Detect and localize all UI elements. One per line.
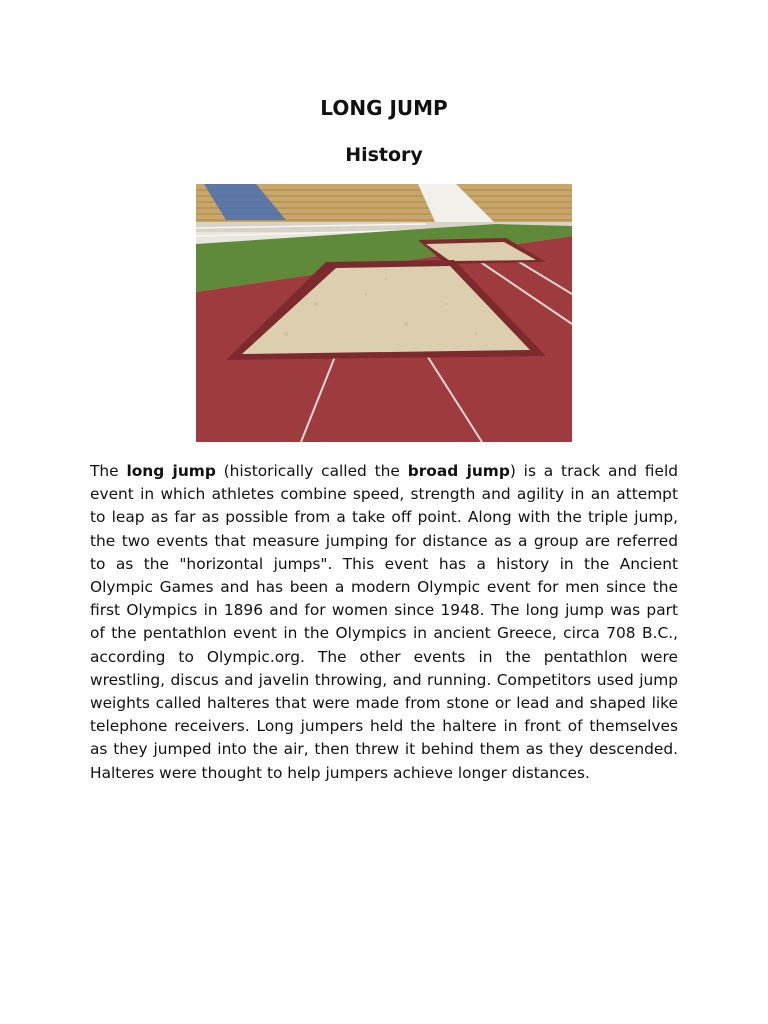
text-segment: The — [90, 462, 127, 480]
history-paragraph — [90, 460, 678, 785]
long-jump-sand-pit-photo — [196, 184, 572, 442]
bold-term-broad-jump: broad jump — [407, 462, 510, 480]
text-segment: (historically called the — [215, 462, 408, 480]
bold-term-long-jump: long jump — [126, 462, 216, 480]
text-segment: ) is a track and field event in which athletes combine speed, strength and agility in an attempt to leap as far as possible from a take off point. Along with the triple jump, the two events that measure jumping for distance as a group are referred to as the "horizontal jumps". This event has a history in the Ancient Olympic Games and has been a modern Olympic event for men since the first Olympics in 1896 and for women since 1948. The long jump was part of the pentathlon event in the Olympics in ancient Greece, circa 708 B.C., according to Olympic.org. The other events in the pentathlon were wrestling, discus and javelin throwing, and running. Competitors used jump weights called halteres that were made from stone or lead and shaped like telephone receivers. Long jumpers held the haltere in front of themselves as they jumped into the air, then threw it behind them as they descended. Halteres were thought to help jumpers achieve longer distances. — [90, 462, 678, 782]
page-title: LONG JUMP — [320, 96, 448, 120]
section-heading: History — [345, 144, 423, 166]
